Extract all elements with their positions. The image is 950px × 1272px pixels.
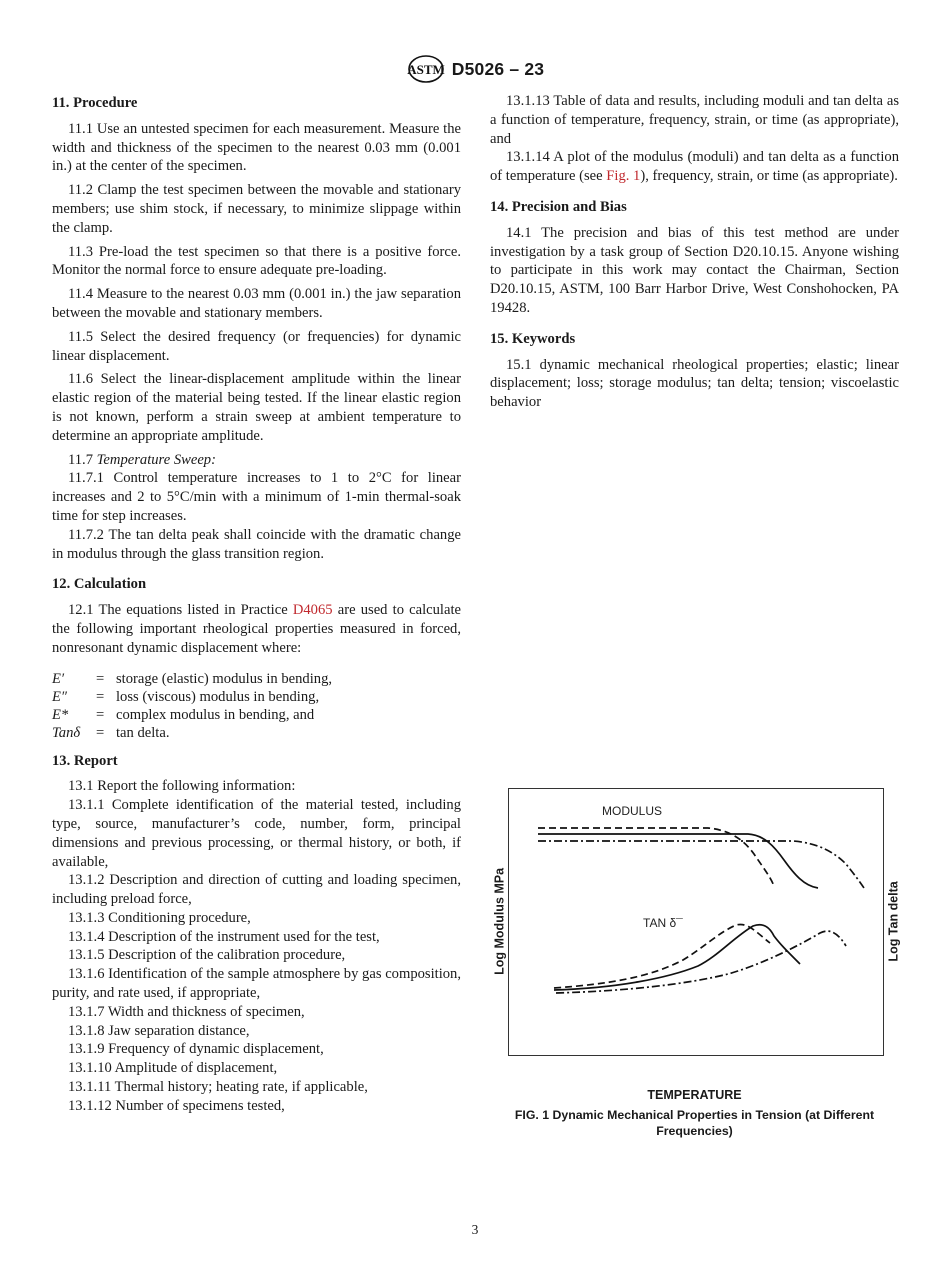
report-item: 13.1.5 Description of the calibration procedure,: [68, 947, 346, 964]
paragraph-15-1: 15.1 dynamic mechanical rheological properties; elastic; linear displacement; loss; storage modulus; tan delta; tension; viscoelastic behavior: [490, 356, 899, 411]
definition-text: complex modulus in bending, and: [116, 706, 315, 723]
paragraph-11-7-number: 11.7: [68, 451, 97, 468]
modulus-curve-dash-dot: [538, 841, 864, 888]
tan-curve-solid: [554, 925, 800, 990]
svg-text:ASTM: ASTM: [406, 62, 445, 77]
paragraph-11-4: 11.4 Measure to the nearest 0.03 mm (0.001 in.) the jaw separation between the movable and stationary members.: [52, 286, 461, 321]
left-column: [52, 92, 461, 1116]
y-axis-label-right: Log Tan delta: [886, 881, 901, 962]
definition-row: [52, 706, 461, 724]
paragraph-11-7-title: Temperature Sweep:: [96, 451, 216, 468]
definition-equals: =: [96, 688, 105, 705]
modulus-annotation: MODULUS: [602, 804, 663, 818]
definition-row: [52, 670, 461, 688]
figure-caption: FIG. 1 Dynamic Mechanical Properties in Tension (at Different Frequencies): [514, 1108, 875, 1138]
definition-text: storage (elastic) modulus in bending,: [116, 670, 333, 687]
definition-row: [52, 724, 461, 742]
report-item: 13.1 Report the following information:: [68, 778, 296, 795]
report-item: 13.1.8 Jaw separation distance,: [68, 1022, 250, 1039]
report-item: 13.1.12 Number of specimens tested,: [68, 1097, 285, 1114]
section-11-heading: 11. Procedure: [52, 95, 138, 111]
fig-1-link[interactable]: Fig. 1: [606, 168, 641, 185]
report-item: 13.1.2 Description and direction of cutting and loading specimen, including preload force,: [52, 872, 461, 908]
definition-text: tan delta.: [116, 724, 170, 741]
report-item: 13.1.9 Frequency of dynamic displacement,: [68, 1041, 324, 1058]
x-axis-label: TEMPERATURE: [647, 1088, 742, 1102]
paragraph-11-6: 11.6 Select the linear-displacement amplitude within the linear elastic region of the material being tested. If the linear elastic region is not known, perform a strain sweep at ambient temperature to determine an appropriate amplitude.: [52, 371, 461, 444]
paragraph-12-1: [52, 601, 461, 657]
definition-equals: =: [96, 724, 105, 741]
report-item: 13.1.1 Complete identification of the material tested, including type, source, manufacturer’s code, number, form, principal dimensions and previous processing, or thermal history, or both, if available,: [52, 797, 461, 870]
report-item: 13.1.11 Thermal history; heating rate, if applicable,: [68, 1079, 368, 1096]
paragraph-11-7-1: 11.7.1 Control temperature increases to 1 to 2°C for linear increases and 2 to 5°C/min with a minimum of 1-min thermal-soak time for step increases.: [52, 470, 461, 524]
modulus-curve-dashed: [538, 828, 774, 886]
tan-curve-dashed: [554, 924, 770, 988]
paragraph-12-1-text: 12.1 The equations listed in Practice: [68, 602, 293, 619]
report-item: 13.1.13 Table of data and results, including moduli and tan delta as a function of temperature, frequency, strain, or time (as appropriate), and: [490, 93, 899, 147]
definition-row: [52, 688, 461, 706]
paragraph-11-7-2: 11.7.2 The tan delta peak shall coincide with the dramatic change in modulus through the glass transition region.: [52, 526, 461, 562]
definition-equals: =: [96, 706, 105, 723]
paragraph-14-1: 14.1 The precision and bias of this test method are under investigation by a task group of Section D20.10.15. Anyone wishing to participate in this work may contact the Chairman, Section D20.10.15, ASTM, 100 Barr Harbor Drive, West Conshohocken, PA 19428.: [490, 224, 899, 316]
report-item: 13.1.3 Conditioning procedure,: [68, 909, 251, 926]
y-axis-label-left: Log Modulus MPa: [492, 867, 507, 975]
definition-text: loss (viscous) modulus in bending,: [116, 688, 320, 705]
definition-symbol: E*: [52, 706, 69, 723]
page-number: 3: [471, 1222, 479, 1237]
paragraph-11-7: [52, 451, 461, 470]
definition-symbol: Tanδ: [52, 724, 81, 741]
report-item: 13.1.7 Width and thickness of specimen,: [68, 1003, 305, 1020]
section-12-heading: 12. Calculation: [52, 576, 147, 593]
plot-curves: [508, 788, 884, 1056]
paragraph-11-5: 11.5 Select the desired frequency (or frequencies) for dynamic linear displacement.: [52, 328, 461, 364]
paragraph-11-3: 11.3 Pre-load the test specimen so that there is a positive force. Monitor the normal force to ensure adequate pre-loading.: [52, 243, 461, 279]
report-item-text-cont: ), frequency, strain, or time (as appropriate).: [640, 168, 898, 185]
definition-symbol: E′: [52, 670, 65, 687]
report-item: 13.1.10 Amplitude of displacement,: [68, 1060, 278, 1077]
document-designation: D5026 – 23: [451, 58, 545, 79]
paragraph-11-1: 11.1 Use an untested specimen for each measurement. Measure the width and thickness of the specimen to the nearest 0.03 mm (0.001 in.) at the center of the specimen.: [52, 120, 461, 175]
astm-logo-icon: [406, 54, 446, 84]
definition-equals: =: [96, 670, 105, 687]
section-15-heading: 15. Keywords: [490, 330, 576, 347]
paragraph-12-1-text-cont: are used to calculate the following important rheological properties measured in forced, nonresonant dynamic displacement where:: [52, 602, 461, 656]
document-header: [0, 54, 950, 84]
section-13-heading: 13. Report: [52, 752, 118, 769]
right-column: [490, 92, 899, 417]
paragraph-11-2: 11.2 Clamp the test specimen between the movable and stationary members; use shim stock, if necessary, to minimize slippage within the clamp.: [52, 182, 461, 236]
definition-symbol: E″: [52, 688, 67, 705]
report-item-text: 13.1.14 A plot of the modulus (moduli) and tan delta as a function of temperature (see: [490, 149, 899, 185]
report-item: 13.1.4 Description of the instrument used for the test,: [68, 928, 380, 945]
report-item-13-1-14: [490, 148, 899, 186]
modulus-curve-solid: [538, 834, 818, 888]
definitions-list: [52, 670, 461, 742]
section-14-heading: 14. Precision and Bias: [490, 198, 627, 215]
report-item: 13.1.6 Identification of the sample atmosphere by gas composition, purity, and rate used, if appropriate,: [52, 966, 461, 1002]
tan-delta-annotation: TAN δ¯: [643, 916, 683, 930]
d4065-link[interactable]: D4065: [292, 602, 333, 619]
